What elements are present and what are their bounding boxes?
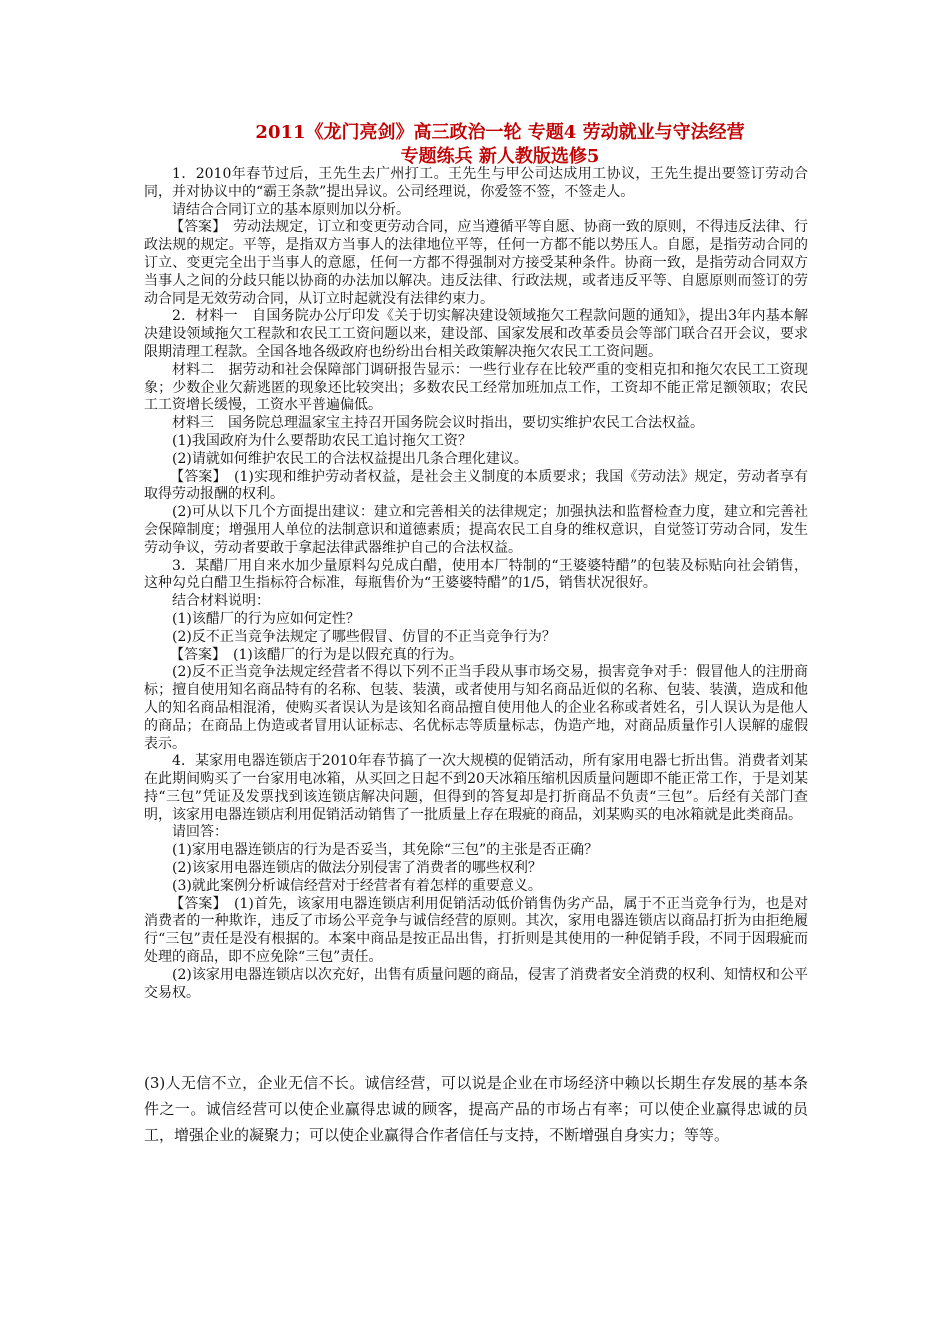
answer-2-part-2: (2)可从以下几个方面提出建议：建立和完善相关的法律规定；加强执法和监督检查力度，建立和完善社会保障制度；增强用人单位的法制意识和道德素质；提高农民工自身的维权意识，自觉签订劳动合同，发生劳动争议，劳动者要敢于拿起法律武器维护自己的合法权益。 [144, 504, 808, 556]
answer-3-part-1: 【答案】 (1)该醋厂的行为是以假充真的行为。 [170, 646, 463, 663]
answer-2-part-1: 【答案】 (1)实现和维护劳动者权益，是社会主义制度的本质要求；我国《劳动法》规定，劳动者享有取得劳动报酬的权利。 [144, 468, 808, 503]
question-3-prompt: 结合材料说明： [172, 593, 270, 610]
question-1-prompt: 请结合合同订立的基本原则加以分析。 [172, 201, 410, 218]
question-2-sub-2: (2)请就如何维护农民工的合法权益提出几条合理化建议。 [172, 450, 528, 467]
title-line-1: 2011《龙门亮剑》高三政治一轮 专题4 劳动就业与守法经营 [255, 122, 745, 143]
closing-paragraph: (3)人无信不立，企业无信不长。诚信经营，可以说是企业在市场经济中赖以长期生存发展的基本条件之一。诚信经营可以使企业赢得忠诚的顾客，提高产品的市场占有率；可以使企业赢得忠诚的员工，增强企业的凝聚力；可以使企业赢得合作者信任与支持，不断增强自身实力；等等。 [144, 1074, 808, 1144]
question-4-prompt: 请回答： [172, 824, 228, 841]
answer-4-part-2: (2)该家用电器连锁店以次充好，出售有质量问题的商品，侵害了消费者安全消费的权利、知情权和公平交易权。 [144, 966, 808, 1001]
title-line-2: 专题练兵 新人教版选修5 [400, 146, 600, 167]
question-2-material-1: 2．材料一 自国务院办公厅印发《关于切实解决建设领域拖欠工程款问题的通知》，提出3年内基本解决建设领域拖欠工程款和农民工工资问题以来，建设部、国家发展和改革委员会等部门联合召开会议，要求限期清理工程款。全国各地各级政府也纷纷出台相关政策解决拖欠农民工工资问题。 [144, 308, 808, 360]
document-body [144, 166, 808, 1002]
answer-1: 【答案】 劳动法规定，订立和变更劳动合同，应当遵循平等自愿、协商一致的原则，不得违反法律、行政法规的规定。平等，是指双方当事人的法律地位平等，任何一方都不能以势压人。自愿，是指劳动合同的订立、变更完全出于当事人的意愿，任何一方都不得强制对方接受某种条件。协商一致，是指劳动合同双方当事人之间的分歧只能以协商的办法加以解决。违反法律、行政法规，或者违反平等、自愿原则而签订的劳动合同是无效劳动合同，从订立时起就没有法律约束力。 [144, 219, 808, 307]
question-3-sub-1: (1)该醋厂的行为应如何定性？ [172, 610, 360, 627]
question-2-material-3: 材料三 国务院总理温家宝主持召开国务院会议时指出，要切实维护农民工合法权益。 [172, 415, 704, 432]
question-3: 3．某醋厂用自来水加少量原料勾兑成白醋，使用本厂特制的“王婆婆特醋”的包装及标贴向社会销售，这种勾兑白醋卫生指标符合标准，每瓶售价为“王婆婆特醋”的1/5，销售状况很好。 [144, 557, 808, 592]
answer-4-part-3 [144, 1070, 808, 1148]
question-1: 1．2010年春节过后，王先生去广州打工。王先生与甲公司达成用工协议，王先生提出要签订劳动合同，并对协议中的“霸王条款”提出异议。公司经理说，你爱签不签，不签走人。 [144, 166, 808, 200]
question-2-material-2: 材料二 据劳动和社会保障部门调研报告显示：一些行业存在比较严重的变相克扣和拖欠农民工工资现象；少数企业欠薪逃匿的现象还比较突出；多数农民工经常加班加点工作，工资却不能正常足额领取；农民工工资增长缓慢，工资水平普遍偏低。 [144, 361, 808, 414]
question-4-sub-2: (2)该家用电器连锁店的做法分别侵害了消费者的哪些权利？ [172, 860, 542, 877]
question-3-sub-2: (2)反不正当竞争法规定了哪些假冒、仿冒的不正当竞争行为？ [172, 628, 556, 645]
question-4-sub-3: (3)就此案例分析诚信经营对于经营者有着怎样的重要意义。 [172, 877, 542, 894]
question-2-sub-1: (1)我国政府为什么要帮助农民工追讨拖欠工资？ [172, 432, 472, 449]
question-4-sub-1: (1)家用电器连锁店的行为是否妥当，其免除“三包”的主张是否正确？ [172, 842, 599, 859]
answer-3-part-2: (2)反不正当竞争法规定经营者不得以下列不正当手段从事市场交易，损害竞争对手：假冒他人的注册商标；擅自使用知名商品特有的名称、包装、装潢，或者使用与知名商品近似的名称、包装、装潢，造成和他人的知名商品相混淆，使购买者误认为是该知名商品擅自使用他人的企业名称或者姓名，引人误认为是他人的商品；在商品上伪造或者冒用认证标志、名优标志等质量标志，伪造产地，对商品质量作引人误解的虚假表示。 [144, 664, 808, 752]
answer-4-part-1: 【答案】 (1)首先，该家用电器连锁店利用促销活动低价销售伪劣产品，属于不正当竞争行为，也是对消费者的一种欺诈，违反了市场公平竞争与诚信经营的原则。其次，家用电器连锁店以商品打折为由拒绝履行“三包”责任是没有根据的。本案中商品是按正品出售，打折则是其使用的一种促销手段，不同于因瑕疵而处理的商品，即不应免除“三包”责任。 [144, 895, 808, 966]
question-4: 4．某家用电器连锁店于2010年春节搞了一次大规模的促销活动，所有家用电器七折出售。消费者刘某在此期间购买了一台家用电冰箱，从买回之日起不到20天冰箱压缩机因质量问题即不能正常工作，于是刘某持“三包”凭证及发票找到该连锁店解决问题，但得到的答复却是打折商品不负责“三包”。后经有关部门查明，该家用电器连锁店利用促销活动销售了一批质量上存在瑕疵的商品，刘某购买的电冰箱就是此类商品。 [144, 753, 808, 823]
document-title [150, 121, 850, 169]
